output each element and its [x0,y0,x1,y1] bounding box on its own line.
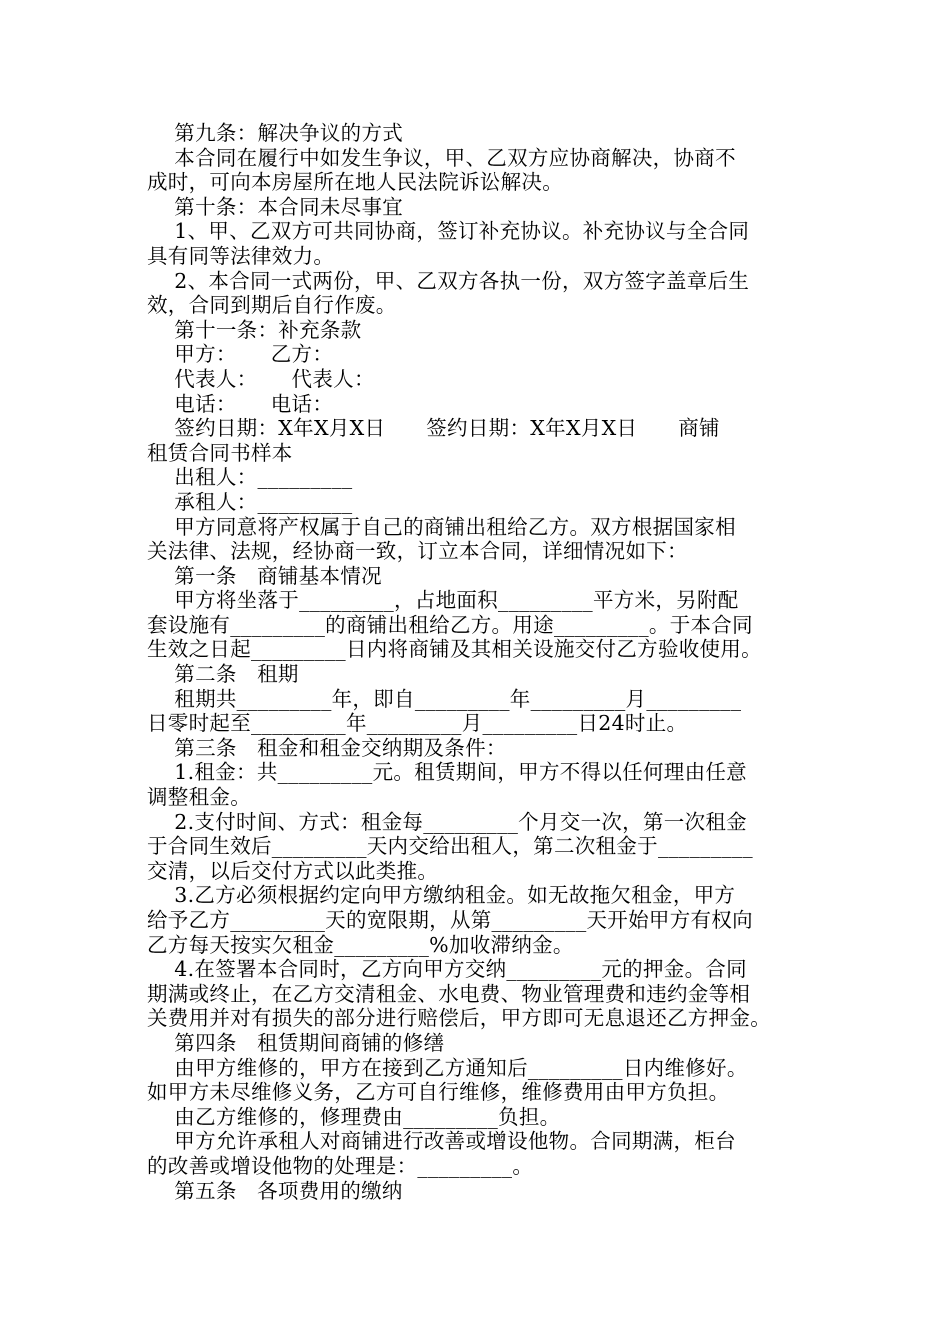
text-line: 效，合同到期后自行作废。 [147,293,397,318]
text-line: 给予乙方_________天的宽限期，从第_________天开始甲方有权向 [147,908,753,932]
text-line: 交清，以后交付方式以此类推。 [147,858,439,883]
text-line: 第二条 租期 [147,662,299,687]
text-line: 出租人：_________ [147,465,353,490]
text-line: 关法律、法规，经协商一致，订立本合同，详细情况如下： [147,539,688,564]
text-line: 日零时起至_________年_________月_________日24时止。 [147,711,688,736]
text-line: 于合同生效后_________天内交给出租人，第二次租金于_________ [147,834,753,859]
text-line: 本合同在履行中如发生争议，甲、乙双方应协商解决，协商不 [147,145,736,170]
text-line: 3.乙方必须根据约定向甲方缴纳租金。如无故拖欠租金，甲方 [147,883,736,908]
text-line: 代表人： 代表人： [147,366,375,391]
text-line: 第十一条：补充条款 [147,317,362,342]
text-line: 第三条 租金和租金交纳期及条件： [147,735,507,760]
text-line: 1.租金：共_________元。租赁期间，甲方不得以任何理由任意 [147,760,747,785]
text-line: 甲方： 乙方： [147,342,334,367]
text-line: 的改善或增设他物的处理是：_________。 [147,1153,534,1178]
text-line: 甲方将坐落于_________，占地面积_________平方米，另附配 [147,588,739,613]
text-line: 乙方每天按实欠租金_________%加收滞纳金。 [147,932,574,957]
text-line: 甲方同意将产权属于自己的商铺出租给乙方。双方根据国家相 [147,514,736,539]
text-line: 套设施有_________的商铺出租给乙方。用途_________。于本合同 [147,612,753,637]
text-line: 1、甲、乙双方可共同协商，签订补充协议。补充协议与全合同 [147,219,750,244]
text-line: 调整租金。 [147,785,251,810]
text-line: 2、本合同一式两份，甲、乙双方各执一份，双方签字盖章后生 [147,268,750,293]
text-line: 租赁合同书样本 [147,440,293,465]
text-line: 租期共_________年，即自_________年_________月_________ [147,686,742,711]
text-line: 由甲方维修的，甲方在接到乙方通知后_________日内维修好。 [147,1055,748,1080]
text-line: 承租人：_________ [147,489,353,514]
text-line: 甲方允许承租人对商铺进行改善或增设他物。合同期满，柜台 [147,1129,736,1154]
text-line: 关费用并对有损失的部分进行赔偿后，甲方即可无息退还乙方押金。 [147,1006,771,1031]
text-line: 签约日期：X年X月X日 签约日期：X年X月X日 商铺 [147,416,720,441]
text-line: 第四条 租赁期间商铺的修缮 [147,1030,445,1055]
text-line: 成时，可向本房屋所在地人民法院诉讼解决。 [147,170,563,195]
text-line: 具有同等法律效力。 [147,243,335,268]
text-line: 生效之日起_________日内将商铺及其相关设施交付乙方验收使用。 [147,637,762,662]
text-line: 第五条 各项费用的缴纳 [147,1178,403,1203]
text-line: 期满或终止，在乙方交清租金、水电费、物业管理费和违约金等相 [147,981,751,1006]
text-line: 2.支付时间、方式：租金每_________个月交一次，第一次租金 [147,809,747,834]
text-line: 如甲方未尽维修义务，乙方可自行维修，维修费用由甲方负担。 [147,1080,730,1105]
text-line: 第一条 商铺基本情况 [147,563,382,588]
contract-text-body [147,121,807,1203]
text-line: 由乙方维修的，修理费由_________负担。 [147,1104,561,1129]
text-line: 4.在签署本合同时，乙方向甲方交纳_________元的押金。合同 [147,957,747,982]
text-line: 第十条：本合同未尽事宜 [147,194,404,219]
text-line: 第九条：解决争议的方式 [147,121,404,145]
text-line: 电话： 电话： [147,391,334,416]
